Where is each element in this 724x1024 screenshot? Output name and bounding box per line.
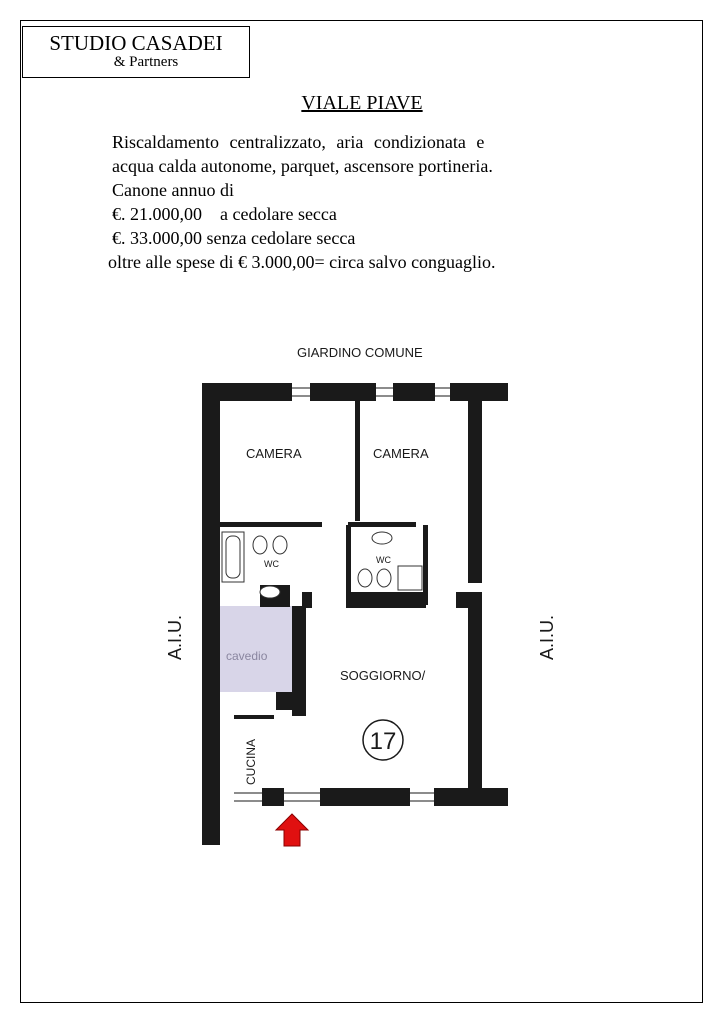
cavedio-label: cavedio (226, 649, 268, 663)
property-heading (0, 92, 724, 115)
desc-line-heating: Riscaldamento centralizzato, aria condizionata e (112, 132, 485, 152)
bathroom-fixtures (222, 532, 422, 598)
desc-line-expenses: oltre alle spese di € 3.000,00= circa salvo conguaglio. (108, 252, 496, 272)
soggiorno-label: SOGGIORNO/ (340, 668, 426, 683)
wc-right-label: WC (376, 555, 391, 565)
desc-line-rent-cedolare (112, 202, 628, 226)
room-camera-right: CAMERA (373, 446, 429, 461)
aiu-left-label: A.I.U. (165, 614, 185, 660)
desc-line-rent-no-cedolare: €. 33.000,00 senza cedolare secca (112, 228, 356, 248)
wc-left-label: WC (264, 559, 279, 569)
rent-cedolare-label: a cedolare secca (220, 204, 337, 224)
heading-text: VIALE PIAVE (301, 92, 423, 114)
floor-plan (150, 330, 590, 860)
entrance-arrow-icon (276, 814, 308, 846)
unit-number: 17 (369, 728, 397, 755)
logo-name: STUDIO CASADEI (49, 31, 223, 55)
property-description (108, 130, 628, 274)
desc-line-rent-title: Canone annuo di (112, 180, 234, 200)
desc-line-features: acqua calda autonome, parquet, ascensore portineria. (112, 156, 493, 176)
studio-logo (22, 26, 250, 78)
rent-amount-cedolare: €. 21.000,00 (112, 204, 202, 224)
logo-subtitle: & Partners (113, 54, 179, 70)
cucina-label: CUCINA (244, 738, 258, 785)
garden-label: GIARDINO COMUNE (297, 345, 423, 360)
room-camera-left: CAMERA (246, 446, 302, 461)
aiu-right-label: A.I.U. (537, 614, 557, 660)
